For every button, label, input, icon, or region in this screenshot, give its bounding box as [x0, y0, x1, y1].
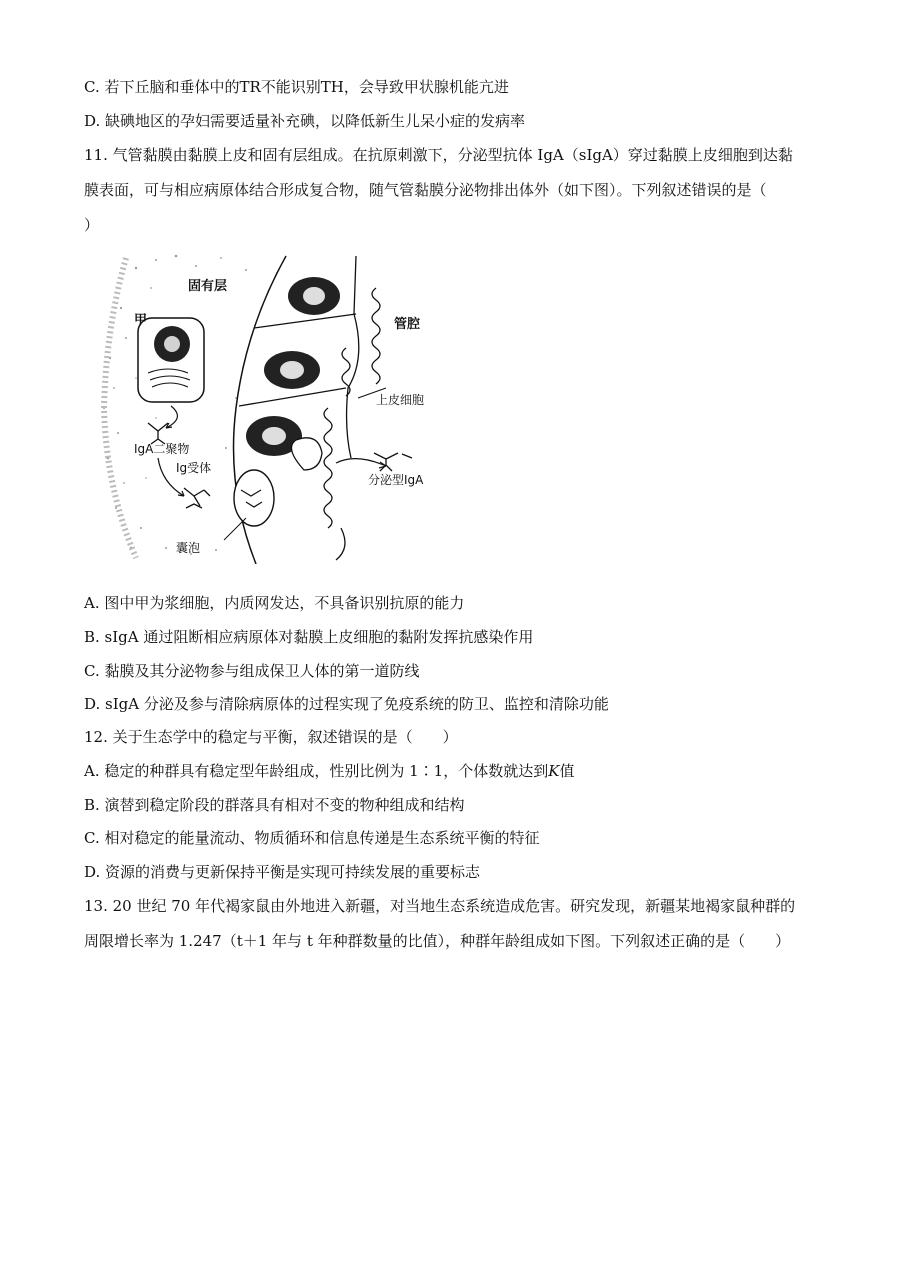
q12-option-a [84, 761, 849, 781]
lamina-propria-texture [103, 255, 247, 555]
label-ig-receptor: Ig受体 [176, 461, 212, 475]
label-epithelial-cell: 上皮细胞 [376, 393, 425, 407]
q11-stem-line1: 11. 气管黏膜由黏膜上皮和固有层组成。在抗原刺激下，分泌型抗体 IgA（sIgA）穿过黏膜上皮细胞到达黏 [84, 146, 793, 164]
nucleolus-2 [280, 361, 304, 379]
cell-border-2 [239, 388, 346, 406]
fusing-vesicle [292, 438, 323, 470]
pointer-vesicle [224, 518, 246, 540]
q12-option-c: C. 相对稳定的能量流动、物质循环和信息传递是生态系统平衡的特征 [84, 829, 540, 847]
microvilli-lower [324, 408, 332, 528]
q13-stem-line1: 13. 20 世纪 70 年代褐家鼠由外地进入新疆，对当地生态系统造成危害。研究发现，新疆某地褐家鼠种群的 [84, 897, 796, 915]
q10-option-d: D. 缺碘地区的孕妇需要适量补充碘，以降低新生儿呆小症的发病率 [84, 112, 526, 130]
label-secretory-iga: 分泌型IgA [368, 473, 424, 487]
microvilli-upper [372, 288, 380, 384]
cell-border-1 [254, 314, 356, 328]
vesicle [234, 470, 274, 526]
receptor-bound-iga-icon [184, 488, 210, 508]
q11-stem-line2: 膜表面，可与相应病原体结合形成复合物，随气管黏膜分泌物排出体外（如下图）。下列叙述错误的是（ [84, 181, 767, 199]
q12-option-d: D. 资源的消费与更新保持平衡是实现可持续发展的重要标志 [84, 863, 481, 881]
q12-option-a-k: K [548, 762, 560, 780]
q12-option-a-suffix: 值 [559, 762, 575, 780]
iga-dimer-icon [148, 423, 168, 444]
q11-option-b: B. sIgA 通过阻断相应病原体对黏膜上皮细胞的黏附发挥抗感染作用 [84, 628, 534, 646]
label-iga-dimer: IgA二聚物 [134, 442, 190, 456]
label-lamina-propria: 固有层 [188, 279, 228, 294]
arrow-release [336, 459, 386, 466]
q10-option-c: C. 若下丘脑和垂体中的TR不能识别TH，会导致甲状腺机能亢进 [84, 78, 509, 96]
cell-border-3 [347, 256, 359, 458]
q11-option-d: D. sIgA 分泌及参与清除病原体的过程实现了免疫系统的防卫、监控和清除功能 [84, 695, 609, 713]
label-lumen: 管腔 [394, 317, 421, 332]
q11-option-a: A. 图中甲为浆细胞，内质网发达，不具备识别抗原的能力 [84, 594, 465, 612]
nucleolus-1 [303, 287, 325, 305]
q12-stem: 12. 关于生态学中的稳定与平衡，叙述错误的是（ ） [84, 728, 458, 746]
q12-option-a-text: A. 稳定的种群具有稳定型年龄组成，性别比例为 1∶1，个体数就达到 [84, 762, 549, 780]
tissue-edge [104, 258, 136, 558]
apical-end [336, 528, 345, 560]
q11-figure-mucosa-diagram [96, 248, 436, 564]
q12-option-b: B. 演替到稳定阶段的群落具有相对不变的物种组成和结构 [84, 796, 465, 814]
q11-stem-line3: ） [84, 216, 100, 234]
q13-stem-line2: 周限增长率为 1.247（t＋1 年与 t 年种群数量的比值），种群年龄组成如下图。下列叙述正确的是（ ） [84, 932, 791, 950]
label-cell-jia: 甲 [134, 313, 148, 328]
nucleolus-3 [262, 427, 286, 445]
label-vesicle: 囊泡 [176, 541, 201, 555]
mucosa-diagram-svg [96, 248, 436, 564]
plasma-cell-nucleolus [164, 336, 180, 352]
q11-option-c: C. 黏膜及其分泌物参与组成保卫人体的第一道防线 [84, 662, 420, 680]
